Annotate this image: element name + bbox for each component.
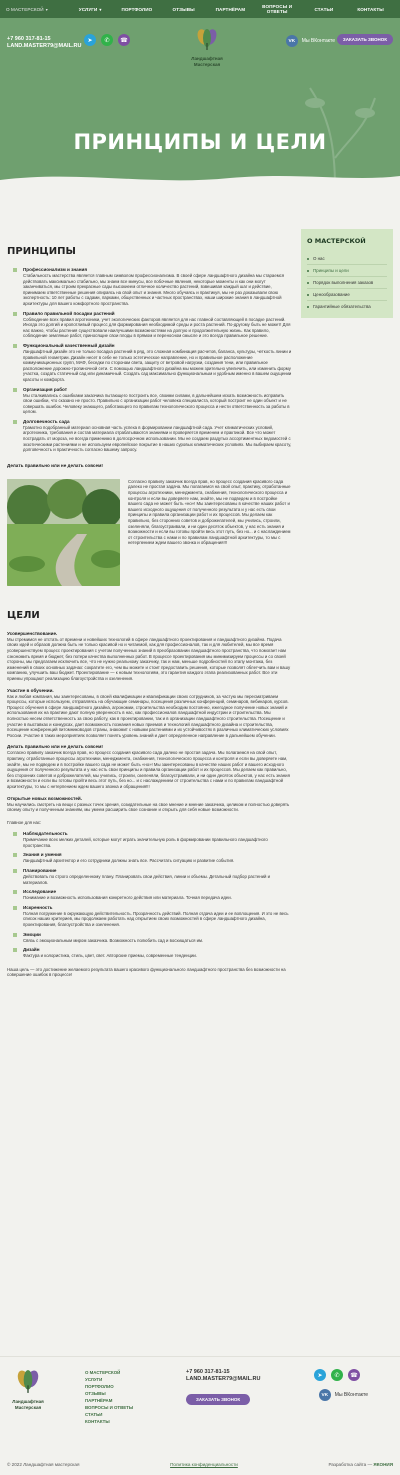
goals-list	[7, 831, 292, 959]
goals-heading: ЦЕЛИ	[7, 609, 40, 621]
goal-item-text: Фактура и колористика, стиль, цвет, свет. Авторские приемы, современные тенденции.	[23, 953, 197, 959]
footer-link-about[interactable]: О МАСТЕРСКОЙ	[85, 1370, 121, 1375]
goal-item-title: Наблюдательность	[23, 831, 68, 837]
goal-item-text: Ландшафтный архитектор и его сотрудники должны знать все. Рассчитать ситуацию и развитие события.	[23, 858, 235, 864]
footer-link-portfolio[interactable]: ПОРТФОЛИО	[85, 1384, 114, 1389]
goal-item-title: Искренность	[23, 904, 53, 910]
goal-item-title: Планирование	[23, 868, 57, 874]
site-logo[interactable]	[185, 28, 229, 67]
footer-nav	[85, 1369, 133, 1425]
footer-link-services[interactable]: УСЛУГИ	[85, 1377, 103, 1382]
nav-item-portfolio[interactable]: ПОРТФОЛИО	[121, 6, 153, 12]
goal-text: Согласно правилу заказчик всегда прав, но процесс создания красивого сада далеко не простая задача. Мы полагаемся на свой опыт, практику, отработанные процессы агротехники, менеджмента, снабжения, технологического процесса и контроля и если вы доверяете нам, знайте, мы не подведем и в постройке вашего сада не может быть «но»! Мы заинтересованы в качестве наших работ и вашего исходного ощущения от полученного результата и у нас есть свои принципы и правила организации работ и их процессов. Мы делаем как правильно, без сторонних советов и доброжелателей, мы учились, строили, озеленяли, благоустраивали, и ни один десяток объектов, у нас есть знания и возможности и если вы готовы пройти весь этот путь, без но... и с наслаждением от строительства с нами и по правилам ландшафтной архитектуры, то мы с нетерпением ждем вашего звонка и обращения!!!	[7, 750, 290, 789]
list-item	[13, 932, 292, 944]
list-item	[13, 889, 292, 901]
goal-item-title: Исследование	[23, 889, 57, 895]
logo-line2: Мастерская	[193, 62, 221, 67]
goals-intro: Главное для нас:	[7, 819, 42, 825]
nav-item-services[interactable]: УСЛУГИ ▾	[78, 6, 102, 12]
principle-title: Долговечность сада	[23, 418, 70, 424]
header-social	[84, 34, 130, 46]
nav-item-contacts[interactable]: КОНТАКТЫ	[357, 6, 384, 12]
principle-title: Профессионализм и знания	[23, 267, 88, 272]
header-email[interactable]: LAND.MASTER79@MAIL.RU	[7, 43, 82, 49]
sidebar-item-order[interactable]: Порядок выполнения заказов	[307, 277, 387, 289]
footer-link-reviews[interactable]: ОТЗЫВЫ	[85, 1391, 106, 1396]
list-item	[13, 868, 292, 885]
footer-bottom	[7, 1462, 393, 1467]
footer-phone[interactable]: +7 960 317-81-15	[186, 1369, 230, 1375]
goal-item-text: Примечание всех мелких деталей, которые могут играть значительную роль в формировании правильного ландшафтного пространства.	[23, 837, 268, 848]
garden-photo	[7, 479, 120, 586]
footer-vk-link[interactable]	[319, 1389, 368, 1401]
goal-item-text: Полная погружение в окружающую действительность. Прозрачность действий. Полная отдача идеи и ее воплощения. И это не весь список наших критериев, мы продолжаем работать над открытием своих возможностей в сфере ландшафтного дизайна, проектирования, благоустройства и озеленения.	[23, 910, 289, 928]
goal-item-title: Знания и умения	[23, 852, 62, 858]
chevron-down-icon: ▾	[99, 6, 102, 12]
viber-icon[interactable]: ☎	[118, 34, 130, 46]
vk-link[interactable]	[286, 35, 335, 47]
media-text: Согласно правилу заказчик всегда прав, но процесс создания красивого сада далеко не простая задача. Мы полагаемся на свой опыт, практику, отработанные процессы агротехники, менеджмента, снабжения, технологического процесса и контроля и если вы доверяете нам, знайте, мы не подведем и в постройке вашего сада не может быть «но»! Мы заинтересованы в качестве наших работ и вашего исходного ощущения от полученного результата и у нас есть свои принципы и правила организации работ и их процессов. Мы делаем как правильно, без сторонних советов и доброжелателей, мы учились, строили, озеленяли, благоустраивали, и ни один десяток объектов, у нас есть знания и возможности и если вы готовы пройти весь этот путь, без но... и с наслаждением от строительства с нами и по правилам ландшафтной архитектуры, то мы с нетерпением ждем вашего звонка и обращения!!!	[128, 478, 291, 546]
sidebar-item-about[interactable]: О нас	[307, 253, 387, 265]
footer-link-faq[interactable]: ВОПРОСЫ И ОТВЕТЫ	[85, 1405, 134, 1410]
principle-text: Грамотно подобранный материал основная часть успеха в формировании ландшафтной сада. Учет климатических условий, агротехника, требования и состав материала отрабатываются знаниями и проверяется временем и практикой. Все что может пострадать от мороза, не всегда применимо в долгосрочном использовании. Мы не создаем раздутых ассортиментных ведомостей с экзотическими растениями и не используем европейское покрытие в наших суровых климатических условиях. Мы выбираем красоту, долговечность и практичность согласно вашему запросу.	[23, 424, 292, 453]
whatsapp-icon[interactable]: ✆	[331, 1369, 343, 1381]
nav-item-articles[interactable]: СТАТЬИ	[314, 6, 334, 12]
order-call-button[interactable]: ЗАКАЗАТЬ ЗВОНОК	[337, 34, 393, 45]
goal-item-text: Действовать по строго определенному плану. Планировать свои действия, линии и объемы. Детальный подбор растений и материалов.	[23, 874, 271, 885]
goal-title: Усовершенствование.	[7, 630, 58, 636]
list-item	[13, 267, 292, 307]
copyright: © 2022 Ландшафтная мастерская	[7, 1462, 80, 1467]
goal-item-text: Связь с эмоциональным миром заказчика. Возможность полюбить сад и восхищаться им.	[23, 937, 204, 943]
top-nav	[0, 0, 400, 18]
principle-text: Мы сталкивались с ошибками заказчика пытающего построить все, своими силами, в дальнейшем искать возможность исправить свои ошибки, что сказано не просто. Правильно с организации работ человека специалиста, который построит не один объект и не совершать ошибок. Человеку знающего, работающего по правилам технологического процесса и нести ответственность за работы в целом.	[23, 392, 290, 415]
list-item	[13, 311, 292, 339]
footer-link-articles[interactable]: СТАТЬИ	[85, 1412, 103, 1417]
nav-item-about[interactable]: О МАСТЕРСКОЙ ▾	[6, 6, 48, 12]
footer-link-partners[interactable]: ПАРТНЁРАМ	[85, 1398, 113, 1403]
footer-logo-line1: Ландшафтная	[12, 1399, 44, 1404]
goal-title: Участие в обучении.	[7, 687, 54, 693]
list-item	[13, 947, 292, 959]
footer-order-call-button[interactable]: ЗАКАЗАТЬ ЗВОНОК	[186, 1394, 250, 1405]
main-content	[7, 196, 292, 978]
vk-icon: VK	[319, 1389, 331, 1401]
footer-link-contacts[interactable]: КОНТАКТЫ	[85, 1419, 110, 1424]
principle-text: Стабильность мастерства является главным символом профессионализма. В своей сфере ландшафтного дизайна мы стараемся действовать максимально стабильно, мы знаем все минусы, все побочные явления, некоторые моменты и как они могут заканчиваться, мы строим прекрасные сады высокиеем отличное количество растений, взвешивая каждый шаг и действие, принимаем ответственные решения опираясь на свой опыт и знания. Много обучаясь и практикуя, мы не раз доказывали свою экспертность: 10 лет работы с садами, парками, общественных и частных пространствах, наши широкие знания в ландшафтной архитектуры для вашего комфортного пространства.	[23, 273, 285, 306]
sidebar-item-warranty[interactable]: Гарантийные обязательства	[307, 301, 387, 312]
goal-text: Мы стремимся не отстать от времени и новейших технологий в сфере ландшафтного проектирования и ландшафтного дизайна. Подача своих идей и образов должна быть не только красивой но и читаемой, как для профессионалов, так и для любителей, мы все время усовершенствуем процесс проектирования с учетом полученных знаний в преобразовании ландшафтного пространства, что помогает нам сэкономить время и бюджет, без потери качества выполненных работ. В процессе проектирования мы минимизируем процессы и со своей стороны, мы предлагаем исключить все, что не нужно реальному заказчику, так и нам, меньше подробностей по этапу монтажа, без изменений в своих основных задачах: сократите его, чем вы можете и стоит предоставить решения, которые позволят облегчить вам и вашу компанию, улучшить ваш бюджет. Проектирование — к новым технологиям, это гарантия каждого этапа реализованных работ. Все эти приемы упрощают реализацию благоустройства и озеленения.	[7, 636, 291, 681]
principles-subheading: Делать правильно или не делать совсем!	[7, 462, 103, 468]
goal-text: Как и любая компания, мы заинтересованы, в своей квалификации и квалификации своих сотрудников, за частую мы пересматриваем процессы, которые используем, отправляясь на обучающие семинары, посещения различных конференций, семинаров, вебинаров, курсов. Процесс обучения в сфере ландшафтного дизайна, агрономии, строительства необходим постоянно, ежегодное получение новых знаний и использования их на практике дают полную уверенность в нас, как профессионалов ландшафтной индустрии и строительства. Мы полностью несем ответственность за свою работу, как в проектировании, так и в организации ландшафтного строительства. Посещение и участие в выставках и конкурсах, дает возможность познания новых приемов и технологий ландшафтного дизайна и строительства, посещение конференций питомниководов страны, знакомит с новыми растениями и их устойчивостях в различных климатических условиях России. Участие в таких мероприятиях позволяет понять уровень знаний и дает определенное направление в дальнейшем обучении.	[7, 693, 289, 738]
sidebar-item-principles[interactable]: Принципы и цели	[307, 265, 387, 277]
developer-credit[interactable]: Разработка сайта — ЯКОНИЯ	[328, 1462, 393, 1467]
principles-list	[7, 267, 292, 453]
goal-item-text: Понимание и возможность использования конкретного действия или материала. Точная передача идеи.	[23, 895, 232, 901]
footer-social	[314, 1369, 360, 1381]
principle-text: Ландшафтный дизайн это не только посадка растений в ряд, это сложная комбинация расчетов, баланса, культуры, четкость линии и правильной геометрии. Дизайн несет в себе не только эстетическое направление, но и правильное расположение коммуникационных групп, МАФ, беседки по сторонам света, защиту от ветровой нагрузки, создания тени, или правильное расположение дорожно-тропиночной сети. С помощью ландшафтного дизайна мы можем зрительно увеличить, или изменить форму участка, создать статичный сад или динамичный. Создать сад максимально функциональным и удобным именно в вашем ощущении красоты и комфорта.	[23, 348, 292, 382]
logo-line1: Ландшафтная	[191, 56, 223, 61]
goals-closing: Наша цель — это достижение желаемого результата вашего красивого функционального ландшафтного пространства без возможности на совершение ошибок в процессе!	[7, 966, 286, 978]
whatsapp-icon[interactable]: ✆	[101, 34, 113, 46]
list-item	[13, 343, 292, 383]
nav-item-faq[interactable]: ВОПРОСЫ И ОТВЕТЫ	[262, 4, 293, 14]
principles-heading: ПРИНЦИПЫ	[7, 246, 76, 257]
footer	[0, 1356, 400, 1475]
footer-vk-label: Мы ВКонтакте	[334, 1392, 368, 1398]
principle-text: Соблюдение всех правил агротехники, учет экологических факторов является для нас главной составляющей в посадке растений. Иногда это долгий и кропотливый процесс для формирования необходимой среды и роста растений. По-другому быть не может! Для нас важно, чтобы растения существовали наилучшими возможностями на долгую и продолжительную жизнь. Как правило, соблюдение земляные работ, приносящие свои плоды в прямом и переносном смысле и это всегда правильное решение.	[23, 316, 291, 339]
hero	[0, 18, 400, 190]
viber-icon[interactable]: ☎	[348, 1369, 360, 1381]
vk-icon: VK	[286, 35, 298, 47]
privacy-policy-link[interactable]: Политика конфиденциальности	[170, 1462, 238, 1467]
list-item	[13, 419, 292, 453]
vk-label: Мы ВКонтакте	[301, 38, 335, 44]
principle-title: Правило правильной посадки растений	[23, 310, 115, 316]
footer-logo-line2: Мастерская	[14, 1405, 42, 1410]
goal-title: Открытые новых возможностей.	[7, 795, 83, 801]
sidebar-item-pricing[interactable]: Ценообразование	[307, 289, 387, 301]
principle-title: Функциональный качественный дизайн	[23, 342, 115, 348]
principle-title: Организация работ	[23, 386, 67, 392]
list-item	[13, 905, 292, 928]
sidebar	[301, 229, 393, 318]
nav-item-partners[interactable]: ПАРТНЁРАМ	[215, 6, 246, 12]
list-item	[13, 852, 292, 864]
footer-email[interactable]: LAND.MASTER79@MAIL.RU	[186, 1376, 261, 1382]
footer-contacts	[186, 1369, 260, 1383]
telegram-icon[interactable]: ➤	[84, 34, 96, 46]
header-contacts	[7, 36, 81, 50]
footer-logo[interactable]	[8, 1369, 48, 1410]
goal-item-title: Дизайн	[23, 947, 40, 953]
goal-item-title: Эмоции	[23, 931, 41, 937]
chevron-down-icon: ▾	[45, 6, 48, 12]
goal-text: Мы научились смотреть на вещи с разных точек зрения, созидательные на свое мнение и мнение заказчика, целиком и полностью доверять своему опыту и полученным знаниям, мы умеем расширить свое сознание и открыть для себя новые возможности.	[7, 801, 290, 813]
goal-title: Делать правильно или не делать совсем!	[7, 744, 103, 750]
logo-leaves-icon	[15, 1369, 41, 1393]
list-item	[13, 387, 292, 415]
logo-leaves-icon	[195, 28, 219, 50]
photo-text-block	[7, 479, 292, 586]
nav-item-reviews[interactable]: ОТЗЫВЫ	[172, 6, 195, 12]
list-item	[13, 831, 292, 848]
telegram-icon[interactable]: ➤	[314, 1369, 326, 1381]
header-phone[interactable]: +7 960 317-81-15	[7, 36, 51, 42]
page-title: ПРИНЦИПЫ И ЦЕЛИ	[73, 130, 327, 154]
sidebar-title: О МАСТЕРСКОЙ	[307, 237, 366, 245]
hero-wave-divider	[0, 168, 400, 190]
